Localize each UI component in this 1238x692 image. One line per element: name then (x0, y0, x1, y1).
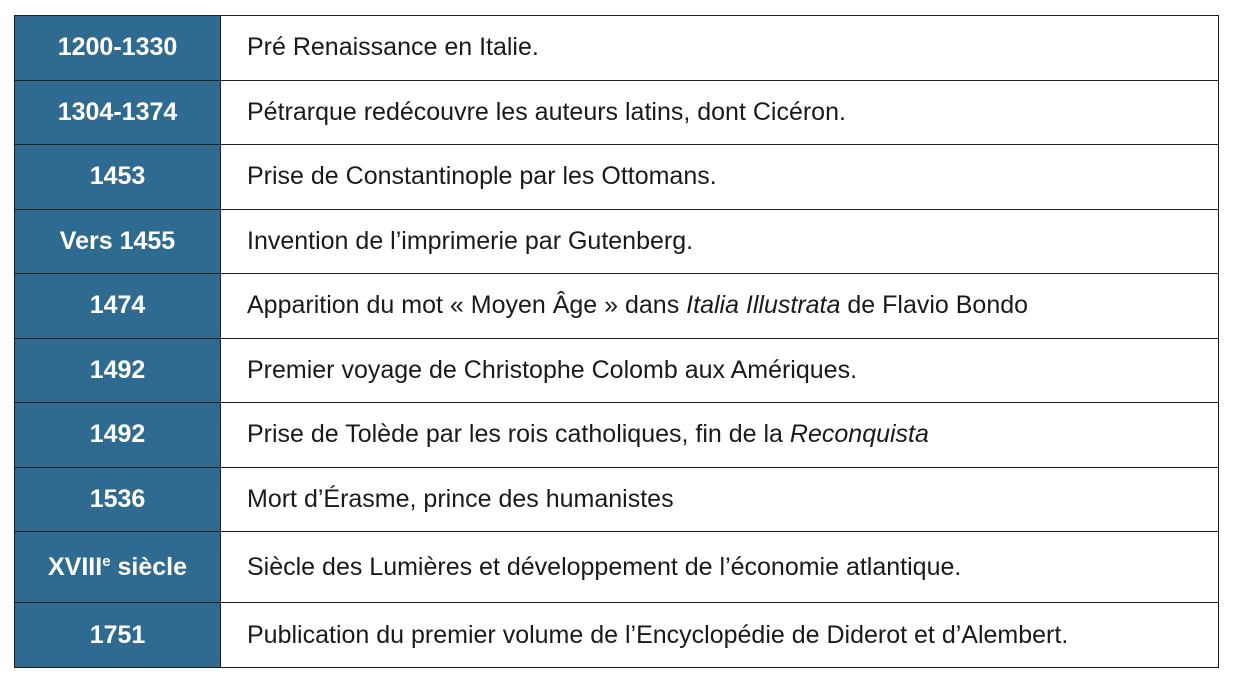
timeline-date: 1453 (15, 145, 221, 210)
century-superscript: e (102, 552, 111, 570)
event-italic-title: Italia Illustrata (686, 291, 841, 320)
timeline-row (15, 80, 1219, 145)
century-word: siècle (110, 552, 187, 581)
event-italic-term: Reconquista (789, 420, 929, 449)
timeline-event: Mort d’Érasme, prince des humanistes (221, 467, 1219, 532)
timeline-row (15, 274, 1219, 339)
timeline-event: Premier voyage de Christophe Colomb aux Amériques. (221, 338, 1219, 403)
timeline-date: 1304-1374 (15, 80, 221, 145)
century-roman: XVIII (48, 552, 103, 581)
timeline-row (15, 403, 1219, 468)
timeline-event: Pré Renaissance en Italie. (221, 16, 1219, 81)
timeline-event: Siècle des Lumières et développement de l’économie atlantique. (221, 532, 1219, 603)
timeline-row (15, 603, 1219, 668)
timeline-event: Invention de l’imprimerie par Gutenberg. (221, 209, 1219, 274)
event-text: de Flavio Bondo (840, 291, 1029, 320)
timeline-table (14, 15, 1219, 668)
timeline-date: 1536 (15, 467, 221, 532)
timeline-date: 1751 (15, 603, 221, 668)
timeline-row (15, 338, 1219, 403)
timeline-event (221, 403, 1219, 468)
timeline-date: 1492 (15, 338, 221, 403)
timeline-event: Prise de Constantinople par les Ottomans. (221, 145, 1219, 210)
timeline-row (15, 467, 1219, 532)
timeline-date: 1200-1330 (15, 16, 221, 81)
timeline-date: 1474 (15, 274, 221, 339)
event-text: Prise de Tolède par les rois catholiques, fin de la (247, 420, 790, 449)
timeline-row (15, 145, 1219, 210)
timeline-row (15, 532, 1219, 603)
timeline-date (15, 532, 221, 603)
timeline-event (221, 274, 1219, 339)
timeline-row (15, 209, 1219, 274)
timeline-row (15, 16, 1219, 81)
timeline-event: Pétrarque redécouvre les auteurs latins, dont Cicéron. (221, 80, 1219, 145)
timeline-event: Publication du premier volume de l’Encyclopédie de Diderot et d’Alembert. (221, 603, 1219, 668)
timeline-date: Vers 1455 (15, 209, 221, 274)
timeline-date: 1492 (15, 403, 221, 468)
event-text: Apparition du mot « Moyen Âge » dans (247, 291, 687, 320)
